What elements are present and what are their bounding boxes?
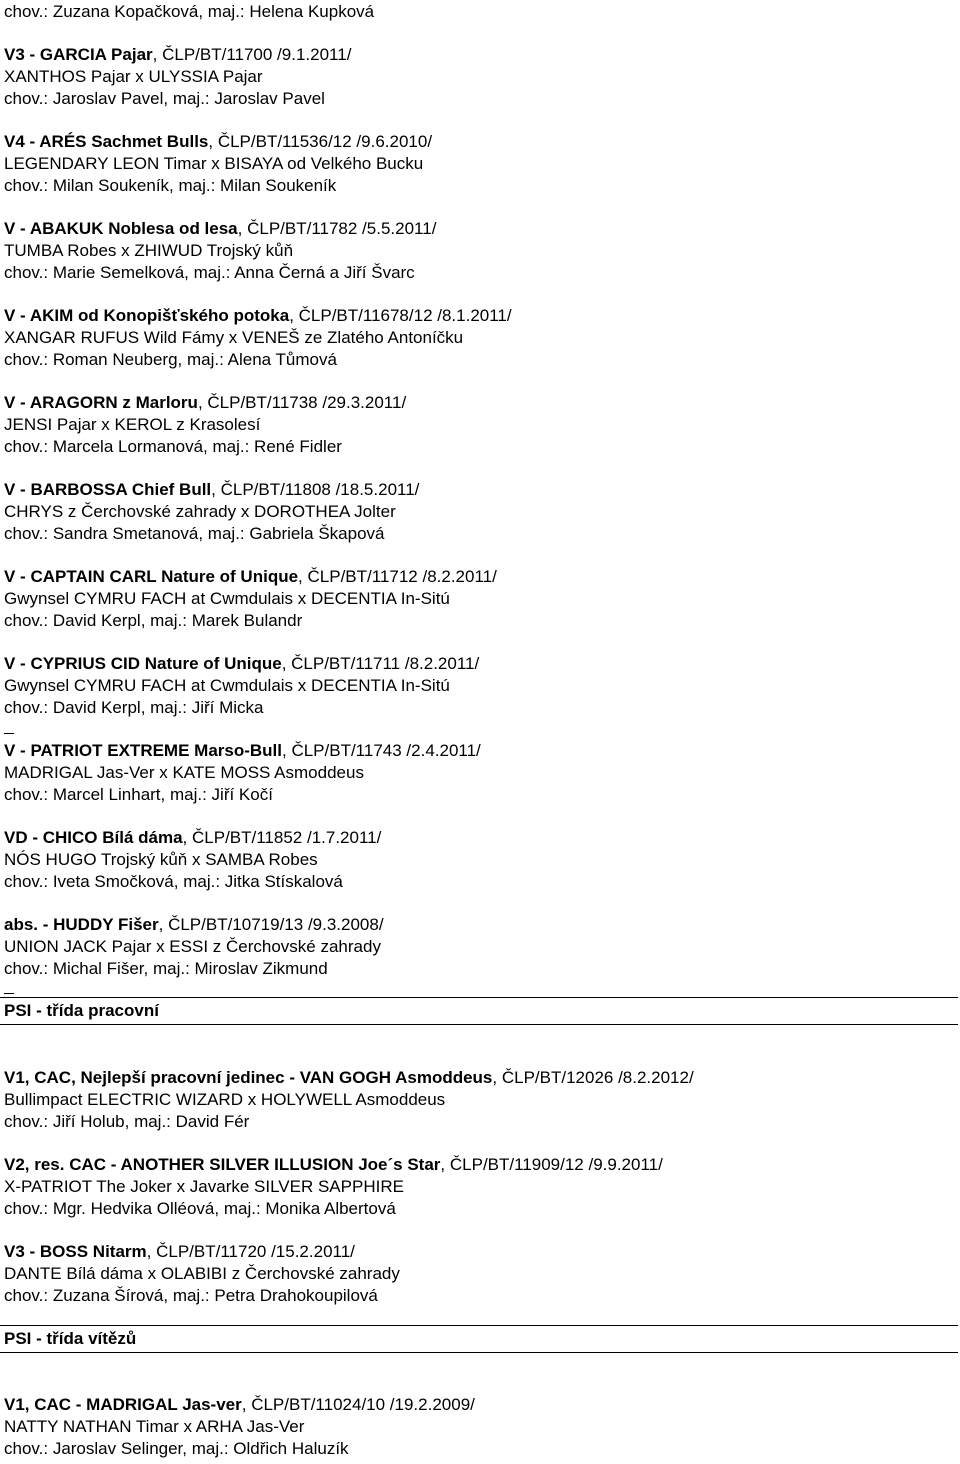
registration: , ČLP/BT/11782 /5.5.2011/	[237, 219, 437, 238]
section-title: PSI - třída pracovní	[4, 1001, 159, 1020]
registration: , ČLP/BT/11743 /2.4.2011/	[282, 741, 481, 760]
entry-title	[4, 305, 512, 327]
entry-title	[4, 1154, 663, 1176]
entry-parents: CHRYS z Čerchovské zahrady x DOROTHEA Jolter	[4, 502, 396, 521]
registration: , ČLP/BT/11678/12 /8.1.2011/	[289, 306, 512, 325]
entry-parents: Gwynsel CYMRU FACH at Cwmdulais x DECENTIA In-Sitú	[4, 676, 450, 695]
dog-name: VD - CHICO Bílá dáma	[4, 828, 183, 847]
entry-title	[4, 1394, 475, 1416]
section-header-vitezu	[0, 1325, 958, 1353]
entry-owners: chov.: Jaroslav Selinger, maj.: Oldřich Haluzík	[4, 1439, 349, 1458]
entry-title	[4, 1241, 355, 1263]
registration: , ČLP/BT/11720 /15.2.2011/	[146, 1242, 355, 1261]
entry-owners: chov.: Marie Semelková, maj.: Anna Černá a Jiří Švarc	[4, 263, 415, 282]
entry-owners: chov.: David Kerpl, maj.: Marek Bulandr	[4, 611, 303, 630]
registration: , ČLP/BT/11712 /8.2.2011/	[298, 567, 497, 586]
stray-mark	[4, 993, 14, 994]
entry-owners: chov.: Milan Soukeník, maj.: Milan Soukeník	[4, 176, 337, 195]
entry-owners: chov.: Roman Neuberg, maj.: Alena Tůmová	[4, 350, 337, 369]
entry-parents: NÓS HUGO Trojský kůň x SAMBA Robes	[4, 850, 318, 869]
stray-mark	[4, 733, 14, 734]
registration: , ČLP/BT/11738 /29.3.2011/	[197, 393, 407, 412]
registration: , ČLP/BT/12026 /8.2.2012/	[492, 1068, 694, 1087]
dog-name: V - ABAKUK Noblesa od lesa	[4, 219, 238, 238]
registration: , ČLP/BT/11711 /8.2.2011/	[281, 654, 480, 673]
entry-title	[4, 131, 432, 153]
entry-owners: chov.: David Kerpl, maj.: Jiří Micka	[4, 698, 264, 717]
registration: , ČLP/BT/11700 /9.1.2011/	[152, 45, 352, 64]
entry-title	[4, 914, 384, 936]
entry-title	[4, 653, 479, 675]
dog-name: V - CAPTAIN CARL Nature of Unique	[4, 567, 299, 586]
entry-parents: MADRIGAL Jas-Ver x KATE MOSS Asmoddeus	[4, 763, 364, 782]
dog-name: V - PATRIOT EXTREME Marso-Bull	[4, 741, 282, 760]
entry-owners: chov.: Mgr. Hedvika Olléová, maj.: Monika Albertová	[4, 1199, 396, 1218]
dog-name: V4 - ARÉS Sachmet Bulls	[4, 132, 209, 151]
dog-name: V - CYPRIUS CID Nature of Unique	[4, 654, 282, 673]
entry-parents: UNION JACK Pajar x ESSI z Čerchovské zahrady	[4, 937, 381, 956]
dog-name: V3 - BOSS Nitarm	[4, 1242, 147, 1261]
entry-parents: LEGENDARY LEON Timar x BISAYA od Velkého Bucku	[4, 154, 424, 173]
registration: , ČLP/BT/11024/10 /19.2.2009/	[241, 1395, 475, 1414]
dog-name: V - AKIM od Konopišťského potoka	[4, 306, 290, 325]
entry-owners: chov.: Zuzana Kopačková, maj.: Helena Kupková	[4, 2, 375, 21]
registration: , ČLP/BT/11852 /1.7.2011/	[182, 828, 382, 847]
dog-name: V - BARBOSSA Chief Bull	[4, 480, 212, 499]
entry-owners: chov.: Sandra Smetanová, maj.: Gabriela Škapová	[4, 524, 385, 543]
entry-title	[4, 827, 381, 849]
dog-name: V - ARAGORN z Marloru	[4, 393, 198, 412]
entry-owners: chov.: Jiří Holub, maj.: David Fér	[4, 1112, 250, 1131]
entry-title	[4, 740, 481, 762]
entry-owners: chov.: Zuzana Šírová, maj.: Petra Drahokoupilová	[4, 1286, 378, 1305]
registration: , ČLP/BT/11808 /18.5.2011/	[211, 480, 420, 499]
entry-owners: chov.: Iveta Smočková, maj.: Jitka Stískalová	[4, 872, 343, 891]
section-title: PSI - třída vítězů	[4, 1329, 137, 1348]
entry-title	[4, 1067, 694, 1089]
entry-owners: chov.: Marcela Lormanová, maj.: René Fidler	[4, 437, 342, 456]
entry-title	[4, 479, 419, 501]
entry-parents: DANTE Bílá dáma x OLABIBI z Čerchovské zahrady	[4, 1264, 400, 1283]
dog-name: abs. - HUDDY Fišer	[4, 915, 159, 934]
registration: , ČLP/BT/11909/12 /9.9.2011/	[440, 1155, 663, 1174]
entry-parents: XANGAR RUFUS Wild Fámy x VENEŠ ze Zlatého Antoníčku	[4, 328, 464, 347]
registration: , ČLP/BT/10719/13 /9.3.2008/	[158, 915, 384, 934]
entry-parents: NATTY NATHAN Timar x ARHA Jas-Ver	[4, 1417, 305, 1436]
entry-title	[4, 392, 406, 414]
dog-name: V1, CAC - MADRIGAL Jas-ver	[4, 1395, 242, 1414]
entry-title	[4, 44, 351, 66]
entry-parents: JENSI Pajar x KEROL z Krasolesí	[4, 415, 261, 434]
dog-name: V1, CAC, Nejlepší pracovní jedinec - VAN GOGH Asmoddeus	[4, 1068, 493, 1087]
entry-owners: chov.: Marcel Linhart, maj.: Jiří Kočí	[4, 785, 273, 804]
dog-name: V2, res. CAC - ANOTHER SILVER ILLUSION Joe´s Star	[4, 1155, 441, 1174]
entry-title	[4, 218, 436, 240]
entry-owners: chov.: Michal Fišer, maj.: Miroslav Zikmund	[4, 959, 328, 978]
section-header-pracovni	[0, 997, 958, 1025]
dog-name: V3 - GARCIA Pajar	[4, 45, 153, 64]
entry-parents: XANTHOS Pajar x ULYSSIA Pajar	[4, 67, 263, 86]
entry-parents: Bullimpact ELECTRIC WIZARD x HOLYWELL Asmoddeus	[4, 1090, 446, 1109]
entry-parents: Gwynsel CYMRU FACH at Cwmdulais x DECENTIA In-Sitú	[4, 589, 450, 608]
entry-owners: chov.: Jaroslav Pavel, maj.: Jaroslav Pavel	[4, 89, 325, 108]
entry-parents: X-PATRIOT The Joker x Javarke SILVER SAPPHIRE	[4, 1177, 404, 1196]
entry-parents: TUMBA Robes x ZHIWUD Trojský kůň	[4, 241, 294, 260]
registration: , ČLP/BT/11536/12 /9.6.2010/	[208, 132, 433, 151]
entry-title	[4, 566, 497, 588]
